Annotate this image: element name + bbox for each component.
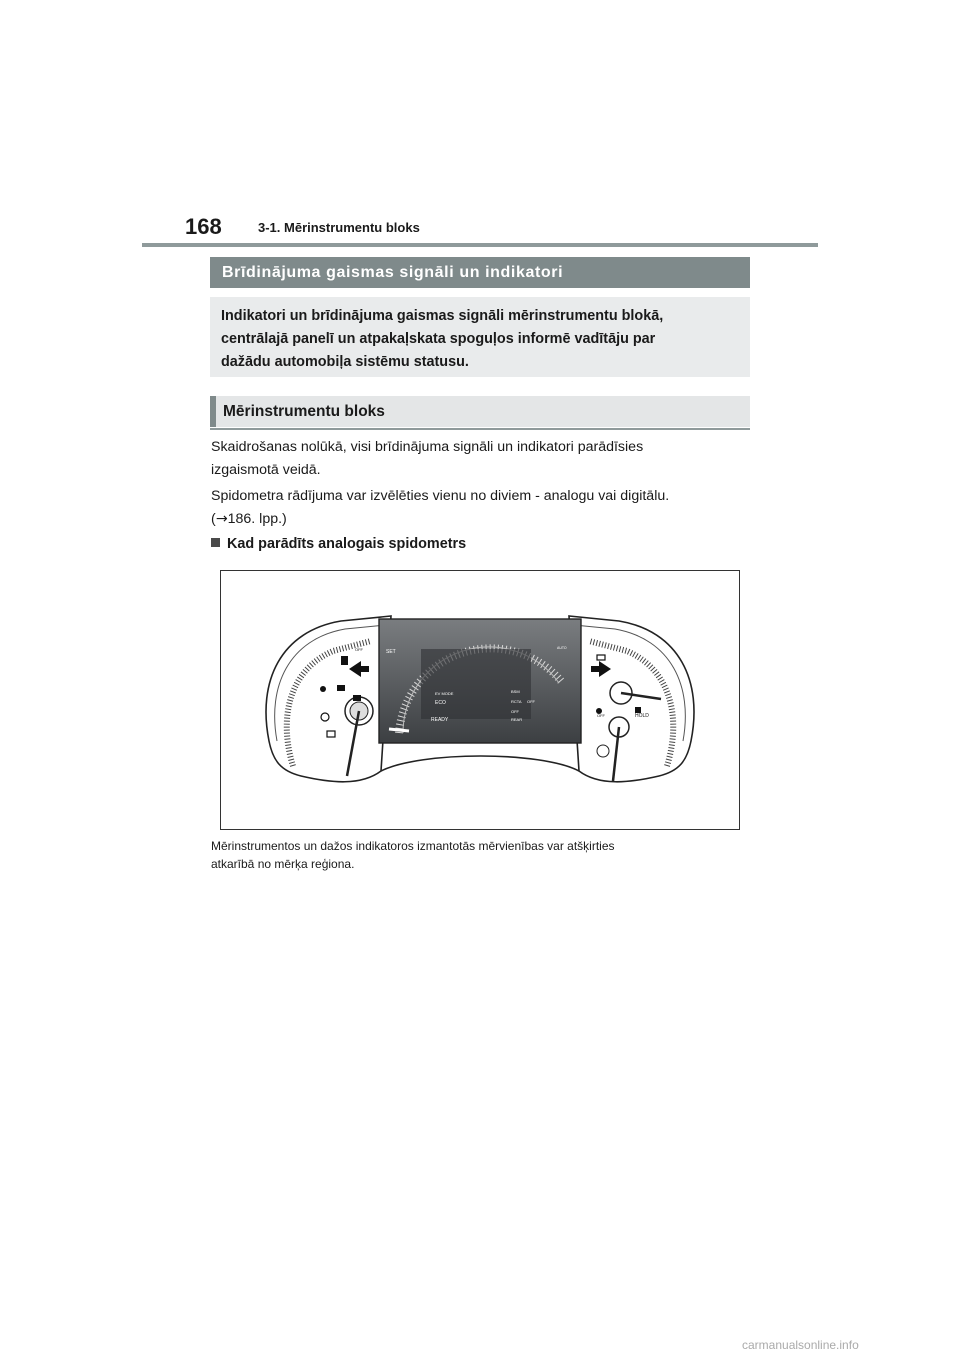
- intro-box: [210, 297, 750, 377]
- bullet-heading: [211, 536, 466, 552]
- label-auto: AUTO: [557, 646, 567, 650]
- paragraph-line: Spidometra rādījuma var izvēlēties vienu no diviem - analogu vai digitālu.: [211, 488, 670, 504]
- label-off: OFF: [597, 713, 605, 718]
- intro-line: Indikatori un brīdinājuma gaismas signāli mērinstrumentu blokā,: [221, 308, 664, 324]
- intro-line: centrālajā panelī un atpakaļskata spoguļos informē vadītāju par: [221, 331, 656, 347]
- header-divider: [142, 243, 818, 247]
- label-set: SET: [386, 649, 396, 655]
- label-bsm: BSM: [511, 689, 520, 694]
- engine-check-icon: [353, 695, 361, 701]
- figure-caption: [211, 837, 751, 873]
- label-off: OFF: [527, 699, 535, 704]
- page-number: 168: [185, 214, 222, 239]
- square-bullet-icon: [211, 538, 220, 547]
- label-ev-mode: EV MODE: [435, 691, 454, 696]
- page-reference-link[interactable]: 186. lpp.): [227, 511, 287, 527]
- speedometer-needle: [389, 729, 409, 731]
- airbag-icon: [337, 685, 345, 691]
- caption-line: atkarībā no mērķa reģiona.: [211, 857, 355, 871]
- label-rear: REAR: [511, 717, 523, 722]
- bullet-heading-text: Kad parādīts analogais spidometrs: [227, 536, 467, 552]
- paragraph-line: izgaismotā veidā.: [211, 462, 321, 478]
- fuel-icon: [341, 656, 348, 665]
- subsection-heading: Mērinstrumentu bloks: [210, 396, 750, 427]
- section-title: 3-1. Mērinstrumentu bloks: [258, 220, 420, 235]
- paragraph-line: Skaidrošanas nolūkā, visi brīdinājuma signāli un indikatori parādīsies: [211, 439, 644, 455]
- cluster-housing: [381, 756, 579, 771]
- watermark-text: carmanualsonline.info: [742, 1338, 859, 1352]
- label-ready: READY: [431, 717, 449, 723]
- paren-open: (: [211, 511, 216, 527]
- label-hold: HOLD: [635, 713, 649, 719]
- cluster-housing: [569, 616, 694, 782]
- caption-line: Mērinstrumentos un dažos indikatoros izmantotās mērvienības var atšķirties: [211, 839, 615, 853]
- chapter-banner: Brīdinājuma gaismas signāli un indikatori: [210, 257, 750, 288]
- cluster-housing: [266, 616, 391, 782]
- paragraph-line: [211, 508, 751, 531]
- subsection-divider: [210, 428, 750, 430]
- intro-line: dažādu automobiļa sistēmu statusu.: [221, 354, 469, 370]
- instrument-cluster-illustration: [221, 571, 739, 829]
- label-rcta: RCTA: [511, 699, 522, 704]
- arrow-icon: →: [215, 511, 228, 527]
- paragraph-2: [211, 485, 751, 531]
- label-off: OFF: [511, 709, 519, 714]
- label-off: OFF: [355, 647, 363, 652]
- instrument-cluster-figure: [220, 570, 740, 830]
- seatbelt-icon: [320, 686, 326, 692]
- paragraph-1: [211, 436, 751, 482]
- label-eco: ECO: [435, 700, 446, 706]
